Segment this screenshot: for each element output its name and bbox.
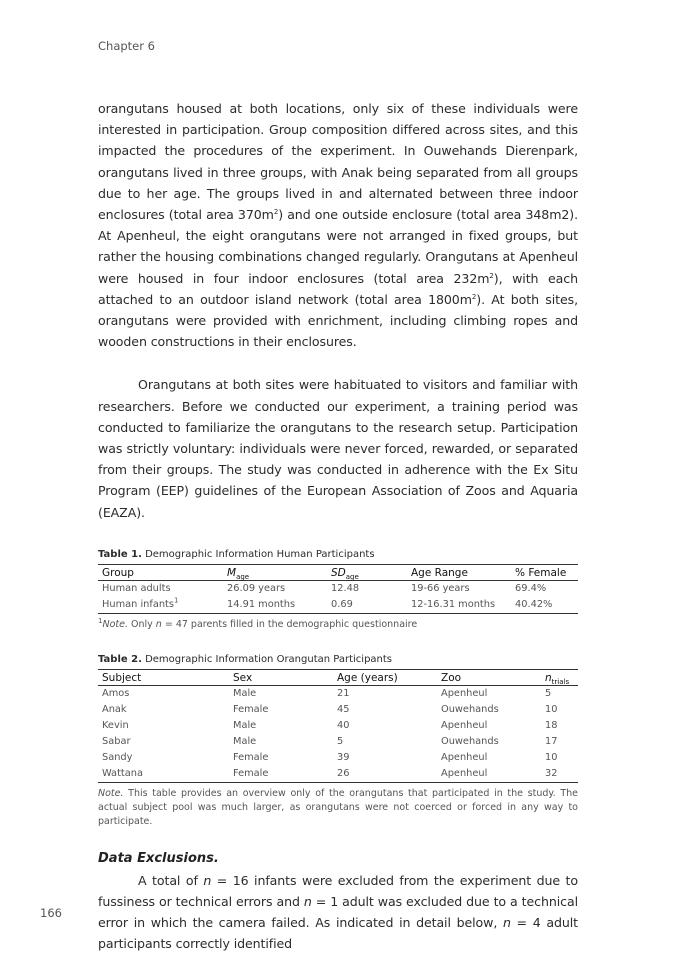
cell-zoo: Apenheul [441, 688, 488, 700]
col-subject: Subject [98, 669, 229, 685]
cell-age: 26 [333, 766, 437, 783]
cell-n: 17 [545, 736, 558, 748]
note-text: Only [127, 618, 156, 630]
cell-group [98, 580, 223, 597]
table-orangutan-demographics [98, 669, 578, 783]
cell-subject: Amos [102, 688, 130, 700]
superscript: 2 [273, 207, 279, 216]
cell-age: 21 [337, 688, 350, 700]
caption-label: Table 1. [98, 548, 142, 560]
header-var: SD [331, 566, 346, 579]
cell-text: Human infants [102, 599, 174, 611]
header-sub: age [236, 572, 250, 581]
superscript: 2 [471, 292, 477, 301]
header-var: n [545, 671, 552, 684]
note-label: Note. [98, 787, 124, 799]
text-span: A total of [138, 872, 204, 888]
cell-sd: 0.69 [327, 597, 407, 614]
var-n: n [502, 915, 511, 931]
col-sdage [327, 564, 407, 580]
caption-text: Demographic Information Orangutan Participants [141, 653, 393, 665]
table-row [98, 718, 578, 734]
cell-zoo: Ouwehands [441, 704, 499, 716]
cell-n: 18 [545, 720, 558, 732]
cell-zoo: Ouwehands [441, 736, 499, 748]
cell-sex: Female [233, 752, 269, 764]
page-number: 166 [40, 906, 62, 920]
cell-zoo: Apenheul [441, 720, 488, 732]
cell-female: 69.4% [515, 583, 547, 595]
caption-text: Demographic Information Human Participants [141, 548, 375, 560]
table-row [98, 597, 578, 614]
table-row [98, 734, 578, 750]
text-span: ), with each attached to an outdoor island network (total area 1800m [98, 270, 578, 307]
cell-sex: Male [233, 720, 257, 732]
cell-mage: 26.09 years [227, 583, 286, 595]
col-mage [223, 564, 327, 580]
var-n: n [203, 872, 212, 888]
var-n: n [303, 894, 312, 910]
cell-n: 32 [541, 766, 578, 783]
cell-sex: Female [233, 704, 269, 716]
superscript: 1 [98, 616, 103, 625]
table-row [98, 766, 578, 783]
table1-note [98, 618, 578, 632]
cell-mage: 14.91 months [223, 597, 327, 614]
note-label: Note. [102, 618, 128, 630]
caption-label: Table 2. [98, 653, 142, 665]
cell-subject: Sabar [102, 736, 131, 748]
col-age-range: Age Range [407, 564, 511, 580]
text-span: ) and one outside enclosure (total area 348m2). At Apenheul, the eight orangutans were not arranged in fixed groups, but rather the housing combinations changed regularly. Orangutans at Apenheul were housed in four indoor enclosures (total area 232m [98, 207, 578, 286]
cell-range: 19-66 years [411, 583, 470, 595]
col-zoo: Zoo [437, 669, 541, 685]
table-row [98, 702, 578, 718]
col-sex: Sex [229, 669, 333, 685]
cell-group [98, 597, 223, 614]
text-span: orangutans housed at both locations, only six of these individuals were interested in participation. Group composition differed across sites, and this impacted the procedures of the experiment. In Ouwehands Dierenpark, orangutans lived in three groups, with Anak being separated from all groups due to her age. The groups lived in and alternated between three indoor enclosures (total area 370m [98, 101, 578, 223]
cell-age: 5 [337, 736, 344, 748]
superscript: 2 [489, 271, 494, 280]
note-text: This table provides an overview only of the orangutans that participated in the study. The actual subject pool was much larger, as orangutans were not coerced or forced in any way to participate. [98, 787, 578, 827]
cell-age: 40 [337, 720, 350, 732]
cell-subject: Wattana [98, 766, 229, 783]
cell-zoo: Apenheul [441, 752, 488, 764]
note-text: = 47 parents filled in the demographic questionnaire [161, 618, 418, 630]
cell-n: 10 [545, 752, 558, 764]
cell-age: 39 [337, 752, 350, 764]
cell-text: Human adults [102, 583, 171, 595]
table2-note [98, 787, 578, 829]
col-age: Age (years) [333, 669, 437, 685]
cell-sex: Female [229, 766, 333, 783]
header-sub: trials [551, 677, 570, 686]
text-span: ). At both sites, orangutans were provided with enrichment, including climbing ropes and wooden constructions in their enclosures. [98, 291, 578, 350]
cell-n: 5 [545, 688, 552, 700]
cell-n: 10 [545, 704, 558, 716]
table-row [98, 685, 578, 702]
cell-subject: Sandy [102, 752, 133, 764]
text-span: = 4 adult participants correctly identified [98, 915, 578, 952]
table2-caption [98, 654, 578, 665]
paragraph-habituation: Orangutans at both sites were habituated to visitors and familiar with researchers. Before we conducted our experiment, a training period was conducted to familiarize the orangutans to the research setup. Participation was strictly voluntary: individuals were never forced, rewarded, or separated from their groups. The study was conducted in adherence with the Ex Situ Program (EEP) guidelines of the European Association of Zoos and Aquaria (EAZA). [98, 377, 578, 520]
text-span: = 16 infants were excluded from the experiment due to fussiness or technical errors and [98, 872, 578, 910]
cell-range: 12-16.31 months [407, 597, 511, 614]
cell-subject: Kevin [102, 720, 129, 732]
table-row [98, 750, 578, 766]
note-var: n [155, 618, 162, 630]
header-var: M [227, 566, 237, 579]
paragraph-exclusions [98, 870, 578, 955]
running-header: Chapter 6 [98, 39, 155, 53]
text-span: = 1 adult was excluded due to a technical error in which the camera failed. As indicated in detail below, [98, 894, 578, 931]
superscript: 1 [173, 597, 179, 606]
cell-female: 40.42% [511, 597, 578, 614]
col-ntrials [541, 669, 578, 685]
cell-age: 45 [337, 704, 350, 716]
cell-sd: 12.48 [331, 583, 360, 595]
section-heading: Data Exclusions. [98, 850, 219, 866]
cell-zoo: Apenheul [437, 766, 541, 783]
col-female: % Female [511, 564, 578, 580]
page-body [98, 98, 578, 955]
cell-sex: Male [233, 736, 257, 748]
cell-sex: Male [233, 688, 257, 700]
table-row [98, 580, 578, 597]
col-group: Group [98, 564, 223, 580]
header-sub: age [345, 572, 359, 581]
table-header-row [98, 564, 578, 580]
cell-subject: Anak [102, 704, 127, 716]
table-header-row [98, 669, 578, 685]
table1-caption [98, 549, 578, 560]
paragraph-enclosures [98, 98, 578, 352]
table-human-demographics [98, 564, 578, 614]
